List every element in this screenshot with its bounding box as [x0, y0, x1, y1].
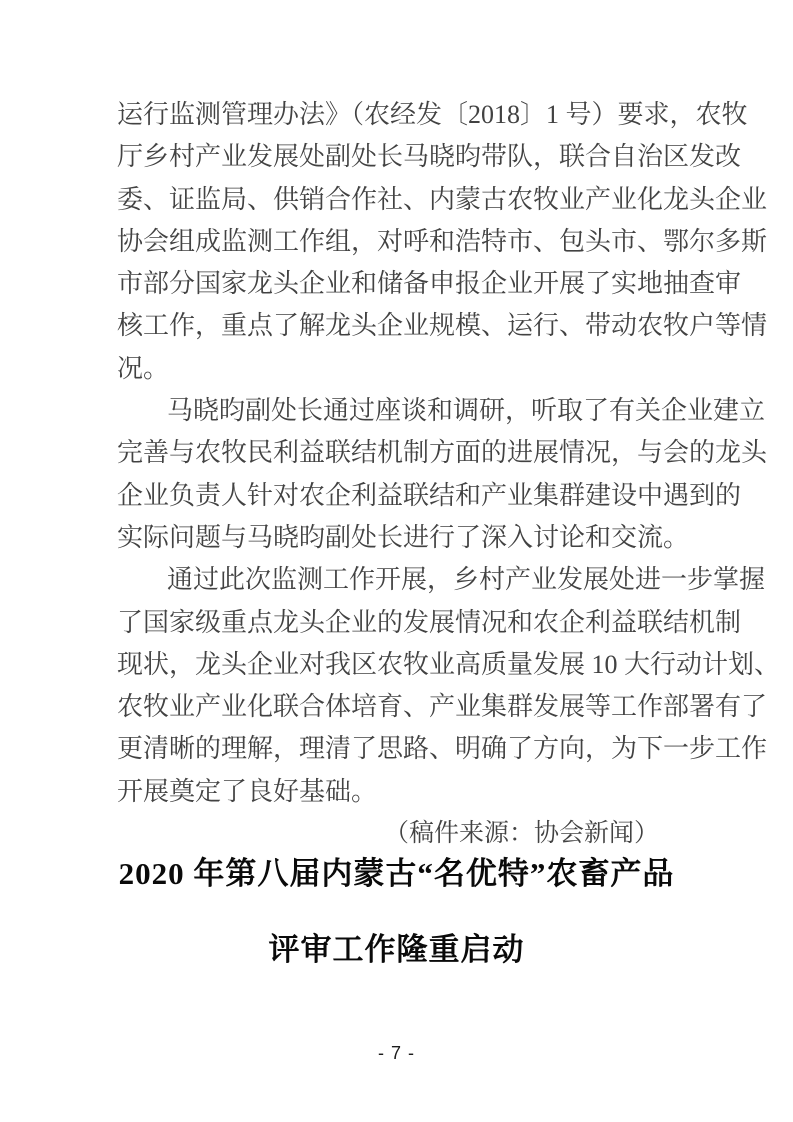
body-line: 开展奠定了良好基础。	[117, 776, 378, 806]
body-line: 厅乡村产业发展处副处长马晓昀带队，联合自治区发改	[117, 142, 742, 172]
article-heading-line1: 2020 年第八届内蒙古“名优特”农畜产品	[118, 856, 675, 891]
body-line: 运行监测管理办法》（农经发〔2018〕1 号）要求，农牧	[117, 100, 748, 129]
body-line: 核工作，重点了解龙头企业规模、运行、带动农牧户等情	[117, 311, 768, 341]
body-line: 马晓昀副处长通过座谈和调研，听取了有关企业建立	[167, 396, 766, 426]
body-line: 委、证监局、供销合作社、内蒙古农牧业产业化龙头企业	[117, 184, 768, 214]
body-line: 农牧业产业化联合体培育、产业集群发展等工作部署有了	[117, 692, 768, 722]
page-number: - 7 -	[377, 1043, 415, 1063]
body-line: 况。	[117, 353, 170, 383]
body-line: 市部分国家龙头企业和储备申报企业开展了实地抽查审	[117, 269, 742, 299]
body-text	[117, 94, 781, 813]
body-line: 通过此次监测工作开展，乡村产业发展处进一步掌握	[167, 565, 766, 595]
body-line: 协会组成监测工作组，对呼和浩特市、包头市、鄂尔多斯	[117, 226, 768, 256]
body-line: 企业负责人针对农企利益联结和产业集群建设中遇到的	[117, 480, 742, 510]
source-attribution: （稿件来源：协会新闻）	[383, 820, 659, 847]
body-line: 实际问题与马晓昀副处长进行了深入讨论和交流。	[117, 522, 690, 552]
article-heading-line2: 评审工作隆重启动	[268, 932, 525, 967]
body-line: 更清晰的理解，理清了思路、明确了方向，为下一步工作	[117, 734, 768, 764]
body-line: 了国家级重点龙头企业的发展情况和农企利益联结机制	[117, 607, 742, 637]
body-line: 现状，龙头企业对我区农牧业高质量发展 10 大行动计划、	[117, 649, 781, 679]
body-line: 完善与农牧民利益联结机制方面的进展情况，与会的龙头	[117, 438, 768, 468]
